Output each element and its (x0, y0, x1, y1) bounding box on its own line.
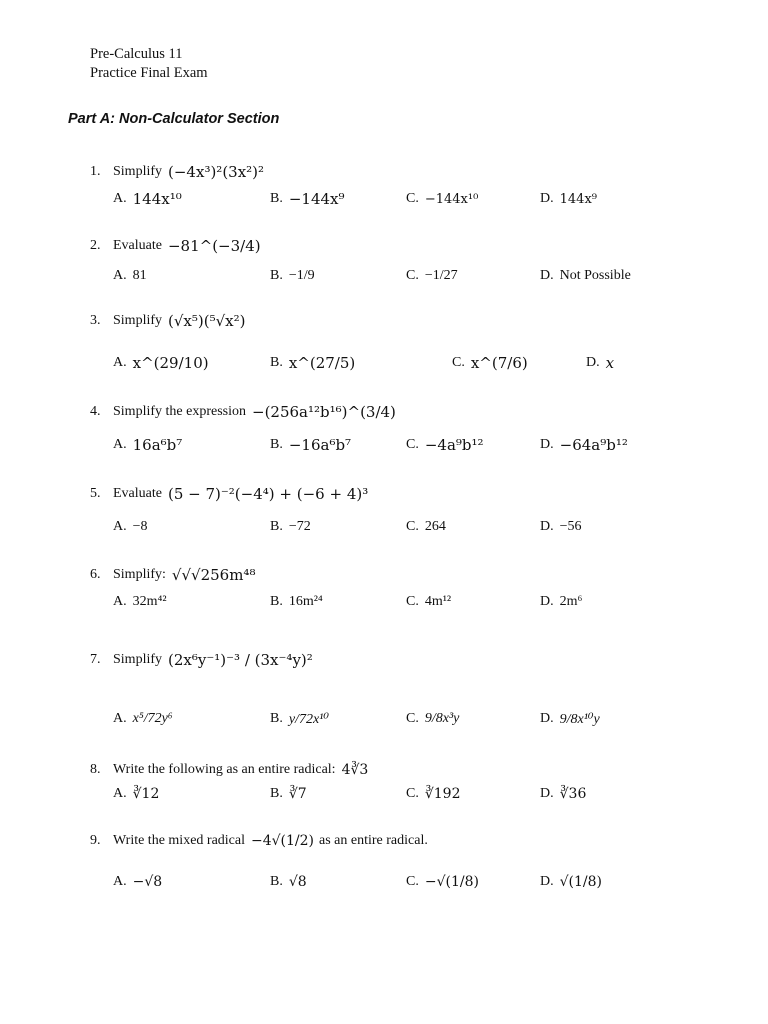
option-a[interactable] (113, 782, 159, 806)
option-label: B. (270, 519, 283, 534)
option-label: A. (113, 874, 127, 889)
option-a[interactable] (113, 697, 173, 741)
option-b[interactable] (270, 512, 311, 542)
option-c[interactable] (406, 512, 446, 542)
option-label: C. (406, 437, 419, 452)
question-5 (90, 482, 730, 542)
question-expression: √√√256m⁴⁸ (171, 566, 256, 584)
option-label: A. (113, 268, 127, 283)
option-label: B. (270, 711, 283, 726)
option-b[interactable] (270, 184, 345, 214)
question-prompt: Simplify (113, 652, 163, 667)
question-expression: (−4x³)²(3x²)² (168, 163, 265, 181)
option-c[interactable] (406, 587, 451, 617)
option-text: −8 (132, 519, 148, 534)
question-number: 3. (90, 313, 101, 328)
question-1 (90, 160, 730, 214)
option-label: D. (540, 191, 554, 206)
question-expression: (2x⁶y⁻¹)⁻³ / (3x⁻⁴y)² (168, 651, 313, 669)
option-text: −16a⁶b⁷ (288, 436, 352, 454)
option-label: D. (540, 519, 554, 534)
option-label: B. (270, 874, 283, 889)
option-c[interactable] (406, 697, 459, 741)
option-text: x^(29/10) (132, 354, 209, 372)
option-d[interactable] (540, 697, 600, 741)
option-d[interactable] (540, 587, 582, 617)
question-number: 9. (90, 833, 101, 848)
option-label: B. (270, 786, 283, 801)
question-number: 6. (90, 567, 101, 582)
question-prompt: Simplify (113, 164, 163, 179)
option-b[interactable] (270, 697, 329, 741)
option-text: −144x⁹ (288, 190, 345, 208)
option-label: A. (113, 519, 127, 534)
option-label: A. (113, 191, 127, 206)
question-expression: −(256a¹²b¹⁶)^(3/4) (252, 403, 396, 421)
option-label: A. (113, 594, 127, 609)
option-text: Not Possible (559, 268, 631, 283)
option-text: −√8 (132, 874, 163, 890)
option-b[interactable] (270, 258, 315, 294)
option-text: 2m⁶ (559, 594, 583, 609)
option-d[interactable] (540, 782, 586, 806)
option-label: A. (113, 786, 127, 801)
exam-title: Practice Final Exam (90, 65, 208, 81)
option-d[interactable] (540, 864, 602, 900)
option-a[interactable] (113, 184, 182, 214)
option-text: −144x¹⁰ (424, 191, 479, 207)
option-label: B. (270, 191, 283, 206)
option-label: C. (406, 268, 419, 283)
question-expression: (√x⁵)(⁵√x²) (168, 312, 246, 330)
option-a[interactable] (113, 512, 148, 542)
option-text: 9/8x¹⁰y (559, 711, 600, 727)
option-text: 144x⁹ (559, 191, 597, 207)
option-label: C. (406, 191, 419, 206)
option-label: D. (540, 594, 554, 609)
option-label: D. (540, 268, 554, 283)
option-a[interactable] (113, 258, 147, 294)
option-label: C. (406, 711, 419, 726)
option-text: ∛36 (559, 786, 587, 802)
option-c[interactable] (406, 864, 479, 900)
question-8 (90, 758, 730, 806)
option-text: −√(1/8) (424, 874, 479, 890)
question-prompt: Simplify (113, 313, 163, 328)
option-label: A. (113, 711, 127, 726)
option-label: C. (406, 786, 419, 801)
option-label: B. (270, 594, 283, 609)
question-9 (90, 826, 730, 900)
question-prompt: Write the mixed radical (113, 833, 245, 848)
option-text: 9/8x³y (424, 711, 460, 726)
question-prompt: Simplify the expression (113, 404, 246, 419)
option-d[interactable] (540, 430, 628, 460)
option-b[interactable] (270, 341, 355, 385)
option-text: −1/9 (288, 268, 315, 283)
question-number: 8. (90, 762, 101, 777)
option-text: 16a⁶b⁷ (132, 436, 183, 454)
option-text: y/72x¹⁰ (288, 711, 329, 727)
option-d[interactable] (540, 184, 597, 214)
course-title: Pre-Calculus 11 (90, 46, 183, 62)
option-text: x⁵/72y⁶ (132, 711, 173, 726)
option-text: 81 (132, 268, 147, 283)
option-a[interactable] (113, 430, 182, 460)
option-text: 144x¹⁰ (132, 190, 182, 208)
option-text: x^(7/6) (470, 354, 528, 372)
option-text: x^(27/5) (288, 354, 356, 372)
option-d[interactable] (540, 258, 631, 294)
option-text: ∛192 (424, 786, 461, 802)
option-text: −4a⁹b¹² (424, 436, 484, 454)
option-c[interactable] (452, 341, 528, 385)
question-expression: (5 − 7)⁻²(−4⁴) + (−6 + 4)³ (167, 485, 369, 503)
option-text: −72 (288, 519, 311, 534)
option-label: D. (540, 437, 554, 452)
option-label: D. (540, 786, 554, 801)
option-label: C. (406, 519, 419, 534)
option-label: C. (406, 874, 419, 889)
option-label: B. (270, 437, 283, 452)
option-text: 4m¹² (424, 594, 452, 609)
option-label: D. (540, 711, 554, 726)
option-label: B. (270, 268, 283, 283)
question-prompt: Evaluate (113, 486, 162, 501)
option-text: ∛12 (132, 786, 160, 802)
option-text: √(1/8) (559, 874, 603, 890)
option-d[interactable] (540, 512, 582, 542)
option-b[interactable] (270, 430, 351, 460)
option-d[interactable] (586, 341, 614, 385)
option-label: B. (270, 355, 283, 370)
option-b[interactable] (270, 864, 307, 900)
question-prompt: Evaluate (113, 238, 162, 253)
question-number: 1. (90, 164, 101, 179)
option-label: C. (406, 594, 419, 609)
option-label: A. (113, 437, 127, 452)
option-b[interactable] (270, 587, 323, 617)
option-text: −56 (559, 519, 582, 534)
question-7 (90, 645, 730, 741)
option-b[interactable] (270, 782, 307, 806)
question-3 (90, 309, 730, 385)
question-6 (90, 563, 730, 617)
question-expression: −81^(−3/4) (167, 237, 261, 255)
option-c[interactable] (406, 184, 478, 214)
question-number: 4. (90, 404, 101, 419)
option-label: D. (586, 355, 600, 370)
option-text: 16m²⁴ (288, 594, 323, 609)
question-prompt: Simplify: (113, 567, 166, 582)
option-label: D. (540, 874, 554, 889)
question-number: 5. (90, 486, 101, 501)
option-c[interactable] (406, 782, 461, 806)
option-text: −1/27 (424, 268, 458, 283)
option-c[interactable] (406, 430, 484, 460)
question-prompt: Write the following as an entire radical: (113, 762, 336, 777)
option-label: A. (113, 355, 127, 370)
option-text: 264 (424, 519, 446, 534)
option-a[interactable] (113, 864, 162, 900)
question-2 (90, 234, 730, 294)
option-text: 32m⁴² (132, 594, 167, 609)
question-number: 7. (90, 652, 101, 667)
option-label: C. (452, 355, 465, 370)
option-text: √8 (288, 874, 307, 890)
question-number: 2. (90, 238, 101, 253)
option-c[interactable] (406, 258, 458, 294)
question-prompt-after: as an entire radical. (319, 833, 428, 848)
question-expression: 4∛3 (341, 762, 369, 778)
option-a[interactable] (113, 587, 167, 617)
section-title: Part A: Non-Calculator Section (68, 111, 280, 127)
option-text: x (605, 354, 615, 372)
option-text: −64a⁹b¹² (559, 436, 628, 454)
question-4 (90, 400, 730, 460)
question-expression: −4√(1/2) (251, 833, 315, 849)
option-a[interactable] (113, 341, 209, 385)
option-text: ∛7 (288, 786, 307, 802)
exam-header (90, 45, 208, 83)
